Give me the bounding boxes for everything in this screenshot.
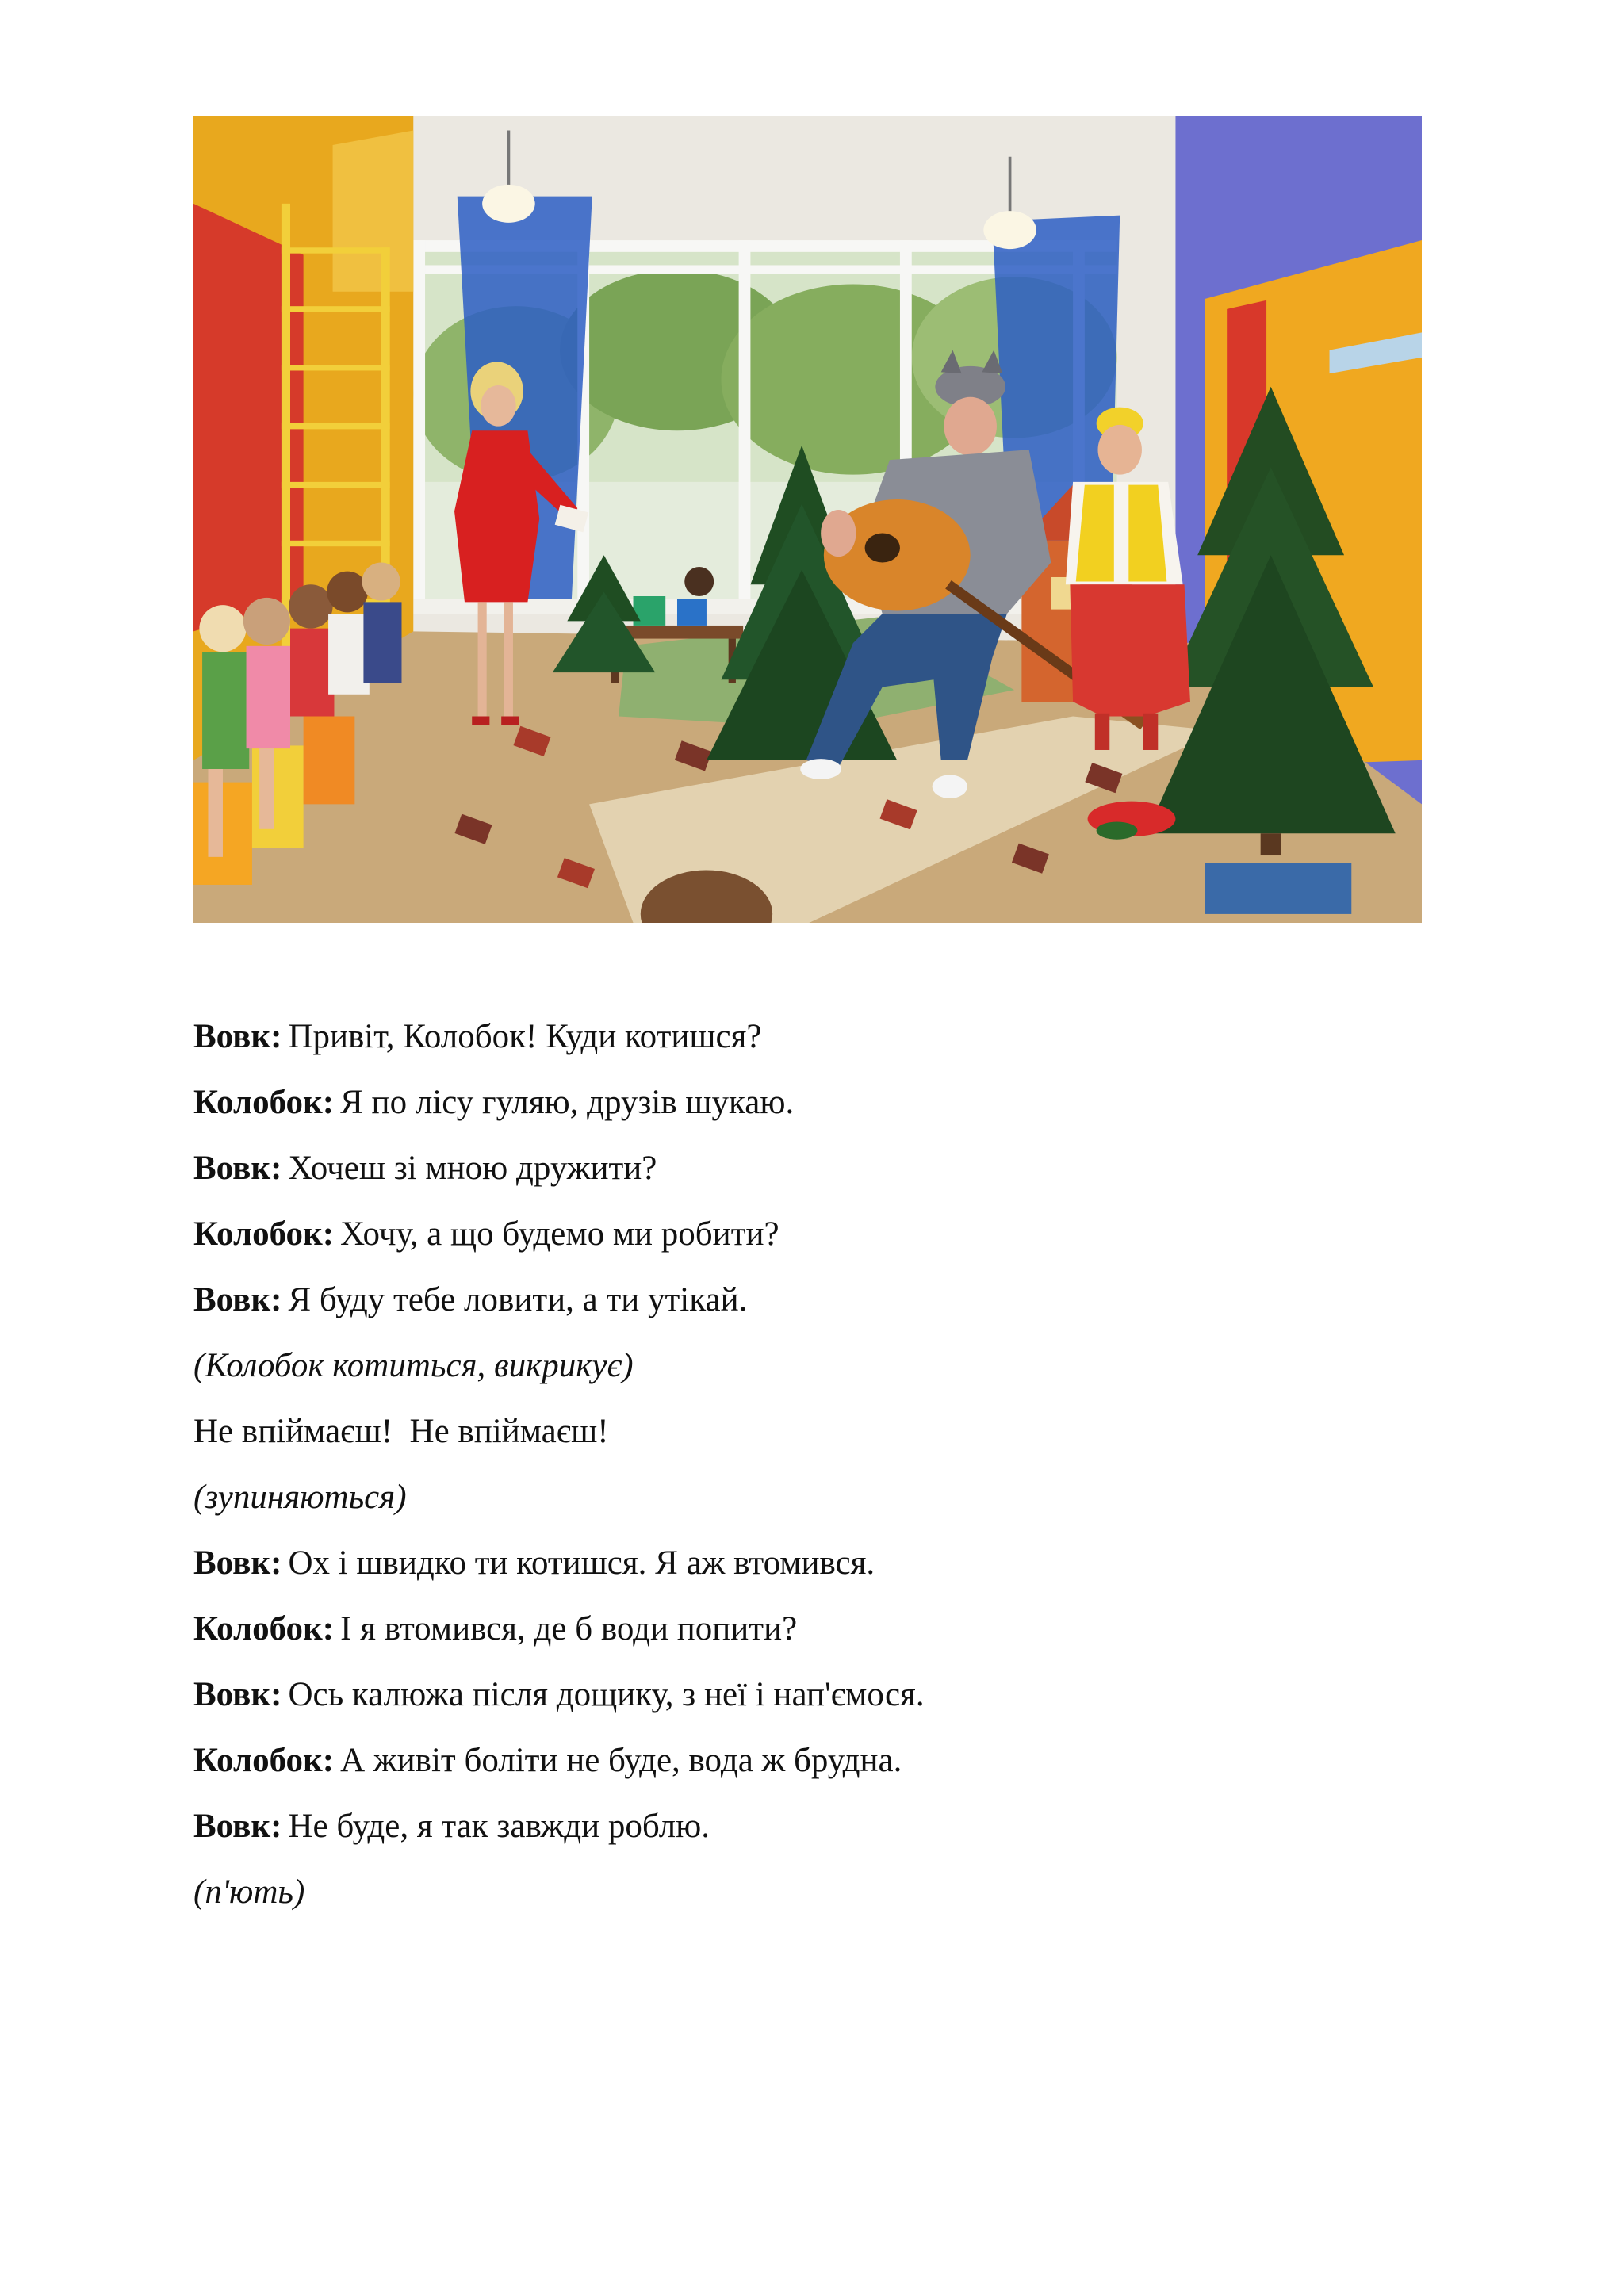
dialogue-text bbox=[193, 1004, 1431, 1925]
dialogue-line bbox=[193, 1662, 1431, 1728]
photo-scene bbox=[193, 116, 1422, 923]
speaker-label: Вовк: bbox=[193, 1018, 282, 1055]
speaker-label: Вовк: bbox=[193, 1150, 282, 1187]
stage-direction: (зупиняються) bbox=[193, 1479, 407, 1516]
dialogue-line bbox=[193, 1135, 1431, 1201]
photo-blue-box bbox=[1205, 863, 1351, 914]
dialogue-line bbox=[193, 1004, 1431, 1070]
speaker-label: Вовк: bbox=[193, 1676, 282, 1713]
dialogue-line bbox=[193, 1728, 1431, 1793]
dialogue-line bbox=[193, 1070, 1431, 1135]
line-text: Хочеш зі мною дружити? bbox=[288, 1150, 657, 1187]
line-text: Я буду тебе ловити, а ти утікай. bbox=[288, 1281, 748, 1318]
dialogue-line bbox=[193, 1267, 1431, 1333]
line-text: Не буде, я так завжди роблю. bbox=[288, 1808, 710, 1845]
speaker-label: Вовк: bbox=[193, 1544, 282, 1582]
speaker-label: Колобок: bbox=[193, 1742, 335, 1779]
stage-direction: (Колобок котиться, викрикує) bbox=[193, 1347, 634, 1384]
photo-performance bbox=[193, 116, 1422, 923]
line-text: Ох і швидко ти котишся. Я аж втомився. bbox=[288, 1544, 875, 1582]
dialogue-line bbox=[193, 1201, 1431, 1267]
dialogue-line bbox=[193, 1793, 1431, 1859]
speaker-label: Колобок: bbox=[193, 1215, 335, 1253]
line-text: І я втомився, де б води попити? bbox=[340, 1610, 798, 1647]
speaker-label: Вовк: bbox=[193, 1808, 282, 1845]
line-text: А живіт боліти не буде, вода ж брудна. bbox=[340, 1742, 902, 1779]
line-text: Ось калюжа після дощику, з неї і нап'ємося. bbox=[288, 1676, 925, 1713]
line-text: Хочу, а що будемо ми робити? bbox=[340, 1215, 779, 1253]
stage-direction: (п'ють) bbox=[193, 1873, 305, 1911]
dialogue-line bbox=[193, 1530, 1431, 1596]
speaker-label: Вовк: bbox=[193, 1281, 282, 1318]
line-text: Я по лісу гуляю, друзів шукаю. bbox=[340, 1084, 795, 1121]
dialogue-line bbox=[193, 1596, 1431, 1662]
speaker-label: Колобок: bbox=[193, 1084, 335, 1121]
line-text: Привіт, Колобок! Куди котишся? bbox=[288, 1018, 762, 1055]
speaker-label: Колобок: bbox=[193, 1610, 335, 1647]
dialogue-line-plain: Не впіймаєш! Не впіймаєш! bbox=[193, 1413, 609, 1450]
